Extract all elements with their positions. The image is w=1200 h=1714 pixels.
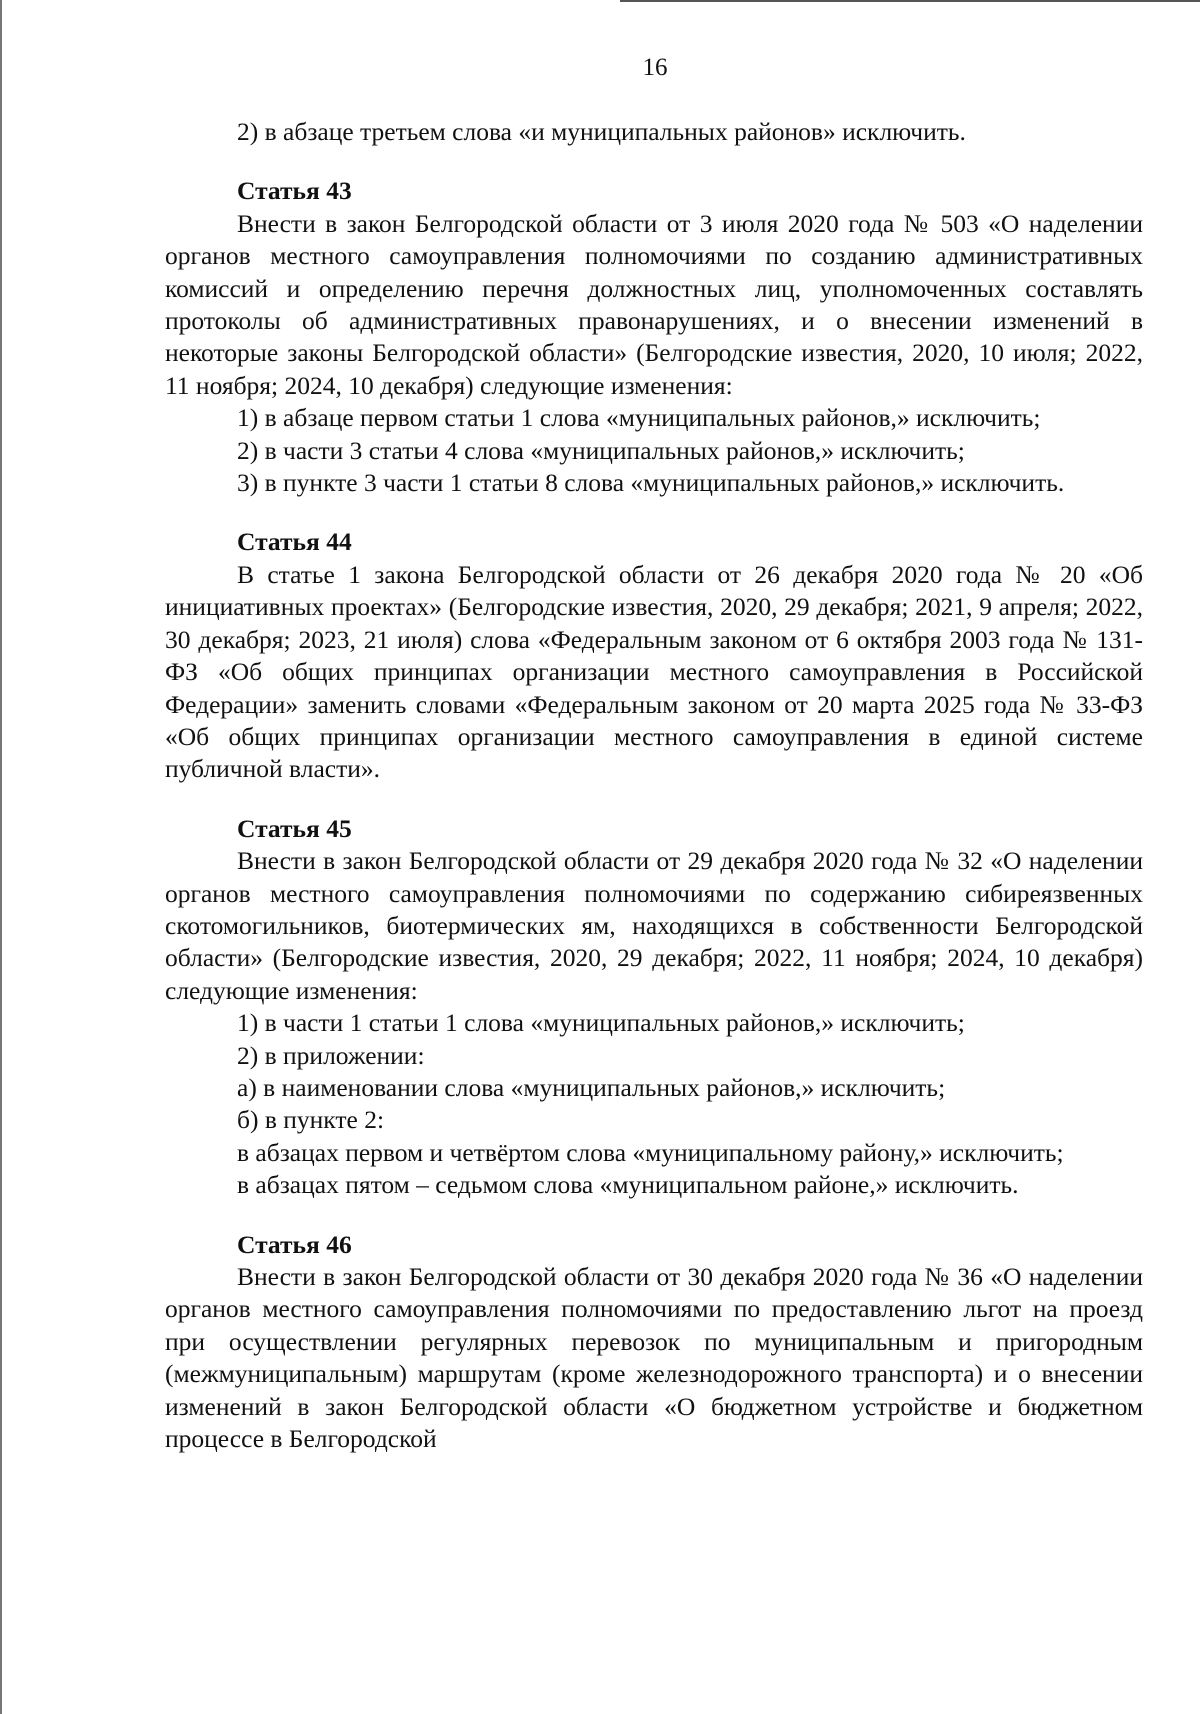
article-45-item-2b: б) в пункте 2: (237, 1105, 385, 1135)
article-45-intro: Внести в закон Белгородской области от 29 декабря 2020 года № 32 «О наделении органов местного самоуправления полномочиями по содержанию сибиреязвенных скотомогильников, биотермических ям, находящихся в собственности Белгородской области» (Белгородские известия, 2020, 29 декабря; 2022, 11 ноября; 2024, 10 декабря) следующие изменения: (165, 846, 1143, 1005)
scan-border-top (620, 0, 1200, 2)
article-45-heading: Статья 45 (237, 813, 352, 843)
page-number: 16 (642, 54, 668, 81)
article-43-item-3: 3) в пункте 3 части 1 статьи 8 слова «муниципальных районов,» исключить. (237, 468, 1065, 498)
article-45-item-2: 2) в приложении: (237, 1040, 425, 1070)
article-44-heading: Статья 44 (237, 527, 352, 557)
article-44-text: В статье 1 закона Белгородской области от 26 декабря 2020 года № 20 «Об инициативных проектах» (Белгородские известия, 2020, 29 декабря; 2021, 9 апреля; 2022, 30 декабря; 2023, 21 июля) слова «Федеральным законом от 6 октября 2003 года № 131-ФЗ «Об общих принципах организации местного самоуправления в Российской Федерации» заменить словами «Федеральным законом от 20 марта 2025 года № 33-ФЗ «Об общих принципах организации местного самоуправления в единой системе публичной власти». (165, 559, 1143, 784)
document-body (165, 116, 1143, 1455)
article-43-intro: Внести в закон Белгородской области от 3 июля 2020 года № 503 «О наделении органов местного самоуправления полномочиями по созданию административных комиссий и определению перечня должностных лиц, уполномоченных составлять протоколы об административных правонарушениях, и о внесении изменений в некоторые законы Белгородской области» (Белгородские известия, 2020, 10 июля; 2022, 11 ноября; 2024, 10 декабря) следующие изменения: (165, 208, 1143, 400)
article-45-item-1: 1) в части 1 статьи 1 слова «муниципальных районов,» исключить; (237, 1008, 965, 1038)
article-45-item-2a: а) в наименовании слова «муниципальных районов,» исключить; (237, 1072, 946, 1102)
article-46-intro: Внести в закон Белгородской области от 30 декабря 2020 года № 36 «О наделении органов местного самоуправления полномочиями по предоставлению льгот на проезд при осуществлении регулярных перевозок по муниципальным и пригородным (межмуниципальным) маршрутам (кроме железнодорожного транспорта) и о внесении изменений в закон Белгородской области «О бюджетном устройстве и бюджетном процессе в Белгородской (165, 1262, 1143, 1454)
article-43-item-1: 1) в абзаце первом статьи 1 слова «муниципальных районов,» исключить; (237, 403, 1041, 433)
article-43-heading: Статья 43 (237, 176, 352, 206)
article-45-item-2b-para-1: в абзацах первом и четвёртом слова «муниципальному району,» исключить; (237, 1137, 1064, 1167)
article-46-heading: Статья 46 (237, 1229, 352, 1259)
paragraph-1: 2) в абзаце третьем слова «и муниципальных районов» исключить. (237, 117, 966, 146)
article-43-item-2: 2) в части 3 статьи 4 слова «муниципальных районов,» исключить; (237, 435, 965, 465)
article-45-item-2b-para-2: в абзацах пятом – седьмом слова «муниципальном районе,» исключить. (237, 1170, 1019, 1200)
scan-border-left (0, 0, 2, 1714)
